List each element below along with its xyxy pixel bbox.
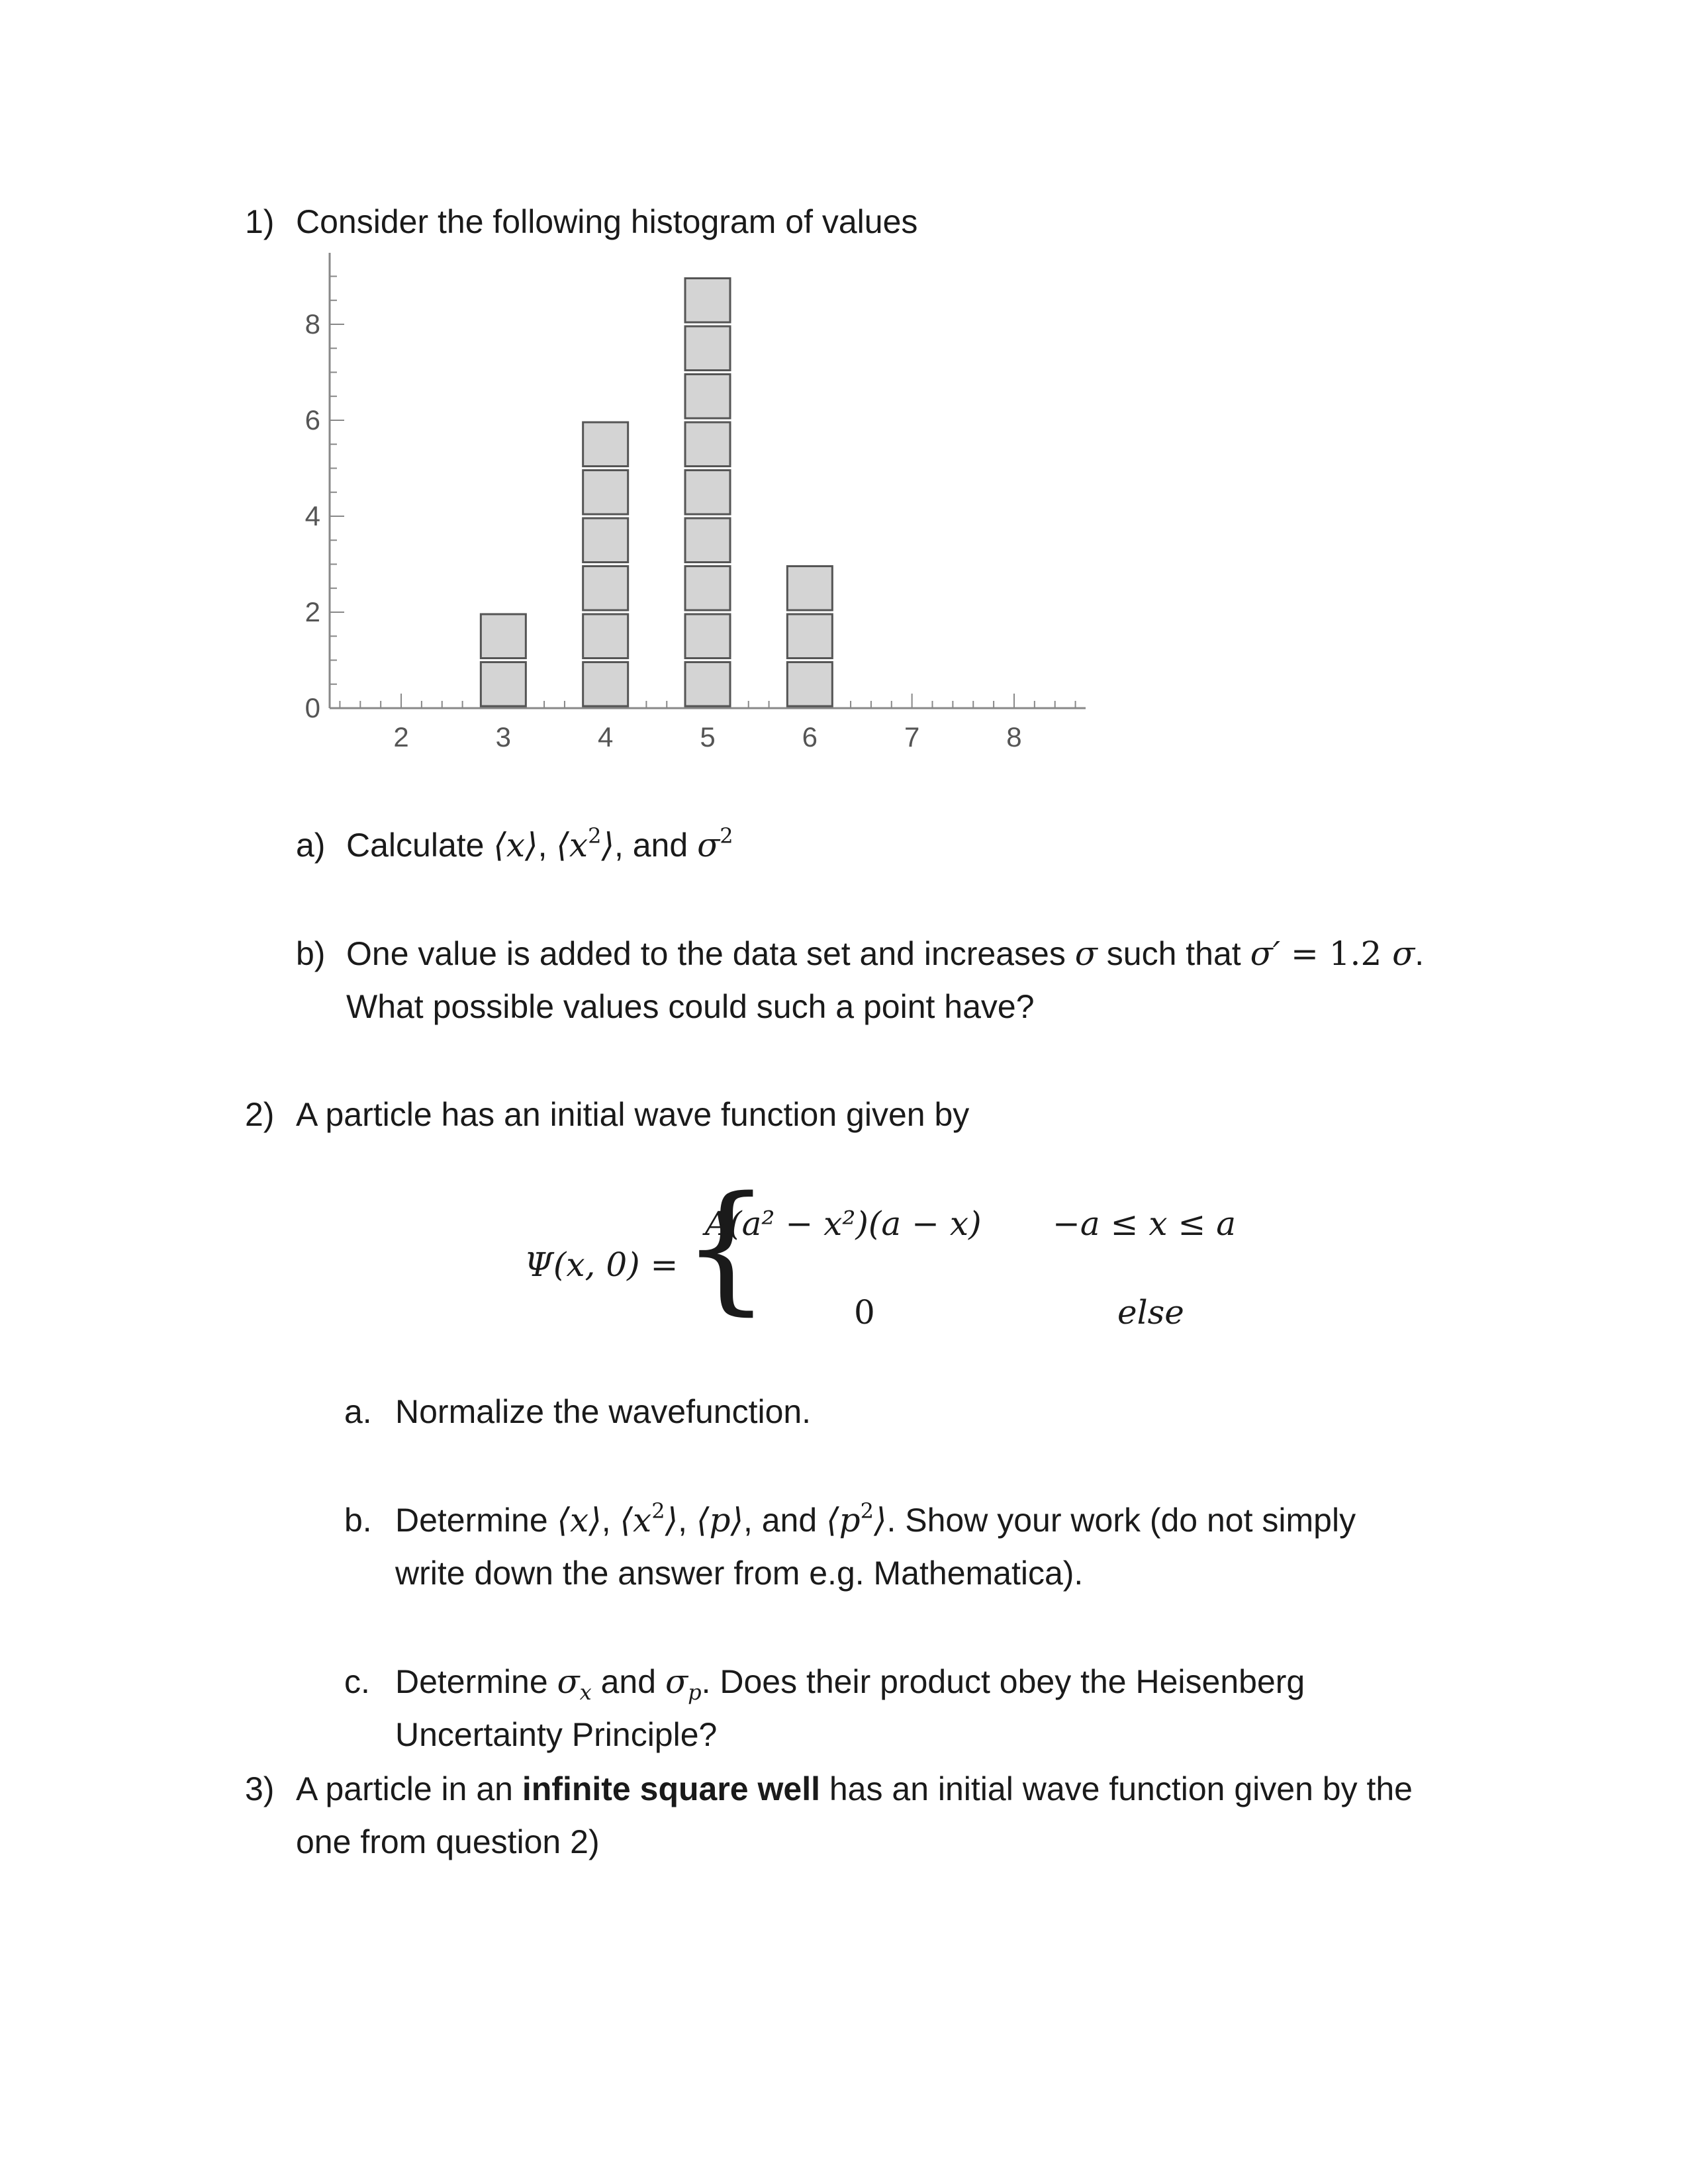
histogram-box-4-5 <box>583 471 628 515</box>
histogram-box-3-1 <box>481 662 526 707</box>
histogram-box-5-3 <box>685 567 730 611</box>
psi-case2-condition: else <box>1117 1293 1184 1332</box>
psi-lhs: Ψ(x, 0) = <box>524 1246 679 1284</box>
histogram-box-5-7 <box>685 375 730 419</box>
piecewise-brace: { <box>682 1166 771 1328</box>
q1b-line2: What possible values could such a point have? <box>346 988 1035 1025</box>
y-tick-label: 0 <box>305 692 320 723</box>
psi-case2-expr: 0 <box>854 1293 875 1332</box>
q2a-label: a. <box>344 1393 372 1430</box>
y-tick-label: 4 <box>305 500 320 531</box>
psi-case1-condition: −a ≤ x ≤ a <box>1053 1205 1237 1243</box>
histogram-box-5-8 <box>685 326 730 371</box>
q2c-label: c. <box>344 1663 370 1700</box>
x-tick-label: 6 <box>802 721 818 752</box>
q1a-text: Calculate ⟨x⟩, $⟨x^2⟩$, and $\sigma^2$ <box>346 823 733 864</box>
y-tick-label: 8 <box>305 308 320 340</box>
x-tick-label: 8 <box>1006 721 1022 752</box>
q1-number: 1) <box>245 203 275 240</box>
q3-text: A particle in an infinite square well has an initial wave function given by the <box>296 1770 1413 1807</box>
histogram-box-5-2 <box>685 614 730 659</box>
histogram-box-5-5 <box>685 471 730 515</box>
histogram-chart <box>265 245 1099 774</box>
histogram-box-5-1 <box>685 662 730 707</box>
q2b-label: b. <box>344 1502 372 1539</box>
x-tick-label: 7 <box>904 721 920 752</box>
psi-case1-expr: A(a² − x²)(a − x) <box>705 1205 982 1243</box>
q2c-line2: Uncertainty Principle? <box>395 1716 718 1753</box>
histogram-box-5-9 <box>685 279 730 323</box>
q2b-line2: write down the answer from e.g. Mathematica). <box>395 1555 1084 1592</box>
y-tick-label: 6 <box>305 404 320 435</box>
q3-line2: one from question 2) <box>296 1823 600 1860</box>
q2-number: 2) <box>245 1096 275 1133</box>
histogram-box-6-1 <box>787 662 832 707</box>
histogram-box-6-2 <box>787 614 832 659</box>
histogram-box-5-6 <box>685 422 730 467</box>
q2c-text: Determine $\sigma_x$ and $\sigma_p$. Does their product obey the Heisenberg <box>395 1662 1305 1705</box>
histogram-box-4-6 <box>583 422 628 467</box>
histogram-box-4-2 <box>583 614 628 659</box>
q1a-label: a) <box>296 827 326 864</box>
q2b-text: Determine ⟨x⟩, $⟨x^2⟩$, ⟨p⟩, and $⟨p^2⟩$. Show your work (do not simply <box>395 1498 1356 1539</box>
q2a-text: Normalize the wavefunction. <box>395 1393 812 1430</box>
histogram-box-4-3 <box>583 567 628 611</box>
x-tick-label: 5 <box>700 721 716 752</box>
q1b-text: One value is added to the data set and increases σ such that σ′ = 1.2 σ. <box>346 934 1425 973</box>
x-tick-label: 3 <box>495 721 512 752</box>
histogram-box-4-4 <box>583 518 628 563</box>
q1-text: Consider the following histogram of values <box>296 203 918 240</box>
q2-text: A particle has an initial wave function given by <box>296 1096 970 1133</box>
x-tick-label: 2 <box>393 721 409 752</box>
q3-number: 3) <box>245 1770 275 1807</box>
histogram-box-5-4 <box>685 518 730 563</box>
q1b-label: b) <box>296 935 326 972</box>
x-tick-label: 4 <box>597 721 614 752</box>
histogram-box-6-3 <box>787 567 832 611</box>
histogram-box-3-2 <box>481 614 526 659</box>
y-tick-label: 2 <box>305 596 320 627</box>
histogram-box-4-1 <box>583 662 628 707</box>
